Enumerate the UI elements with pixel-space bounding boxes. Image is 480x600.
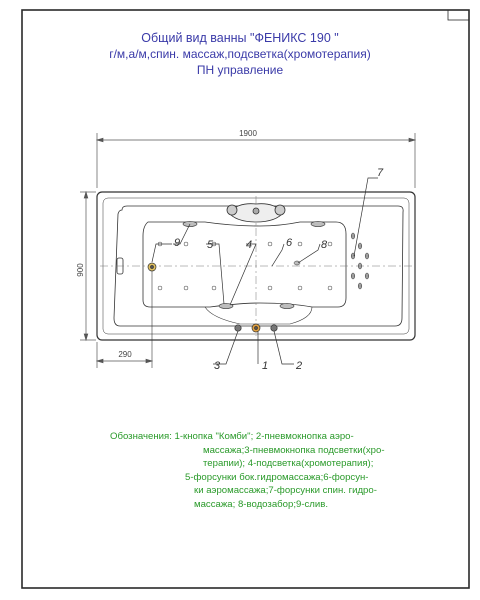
length-dimension <box>97 133 415 188</box>
legend-line-6: массажа; 8-водозабор;9-слив. <box>194 498 329 510</box>
width-label: 900 <box>76 263 85 277</box>
callout-1: 1 <box>262 360 269 372</box>
drawing-title <box>60 30 420 78</box>
drain-icon <box>148 263 156 271</box>
callout-7: 7 <box>377 167 384 179</box>
legend-line-3: терапии); 4-подсветка(хромотерапия); <box>203 458 374 469</box>
sheet-corner-mark <box>448 10 469 20</box>
side-jets <box>183 221 325 308</box>
length-label: 1900 <box>239 129 257 138</box>
title-line-3: ПН управление <box>196 63 284 77</box>
legend-line-2: массажа;3-пневмокнопка подсветки(хро- <box>203 444 385 456</box>
back-jets <box>351 233 369 289</box>
title-line-2: г/м,а/м,спин. массаж,подсветка(хромотерапия) <box>109 47 371 61</box>
legend-line-5: ки аэромассажа;7-форсунки спин. гидро- <box>194 485 377 496</box>
callout-4: 4 <box>246 239 253 251</box>
pillow <box>227 204 285 222</box>
callout-6: 6 <box>286 237 293 249</box>
callout-8: 8 <box>321 239 328 251</box>
legend-line-4: 5-форсунки бок.гидромассажа;6-форсун- <box>185 471 369 483</box>
legend-line-1: Обозначения: 1-кнопка "Комби"; 2-пневмокнопка аэро- <box>110 431 354 442</box>
rim-buttons <box>235 324 277 332</box>
callout-5: 5 <box>207 239 214 251</box>
callout-3: 3 <box>214 360 221 372</box>
drain-offset-label: 290 <box>118 350 132 359</box>
legend <box>110 430 385 511</box>
callout-9: 9 <box>174 237 181 249</box>
callout-2: 2 <box>296 360 303 372</box>
title-line-1: Общий вид ванны "ФЕНИКС 190 " <box>141 31 339 45</box>
water-intake-icon <box>294 261 300 265</box>
